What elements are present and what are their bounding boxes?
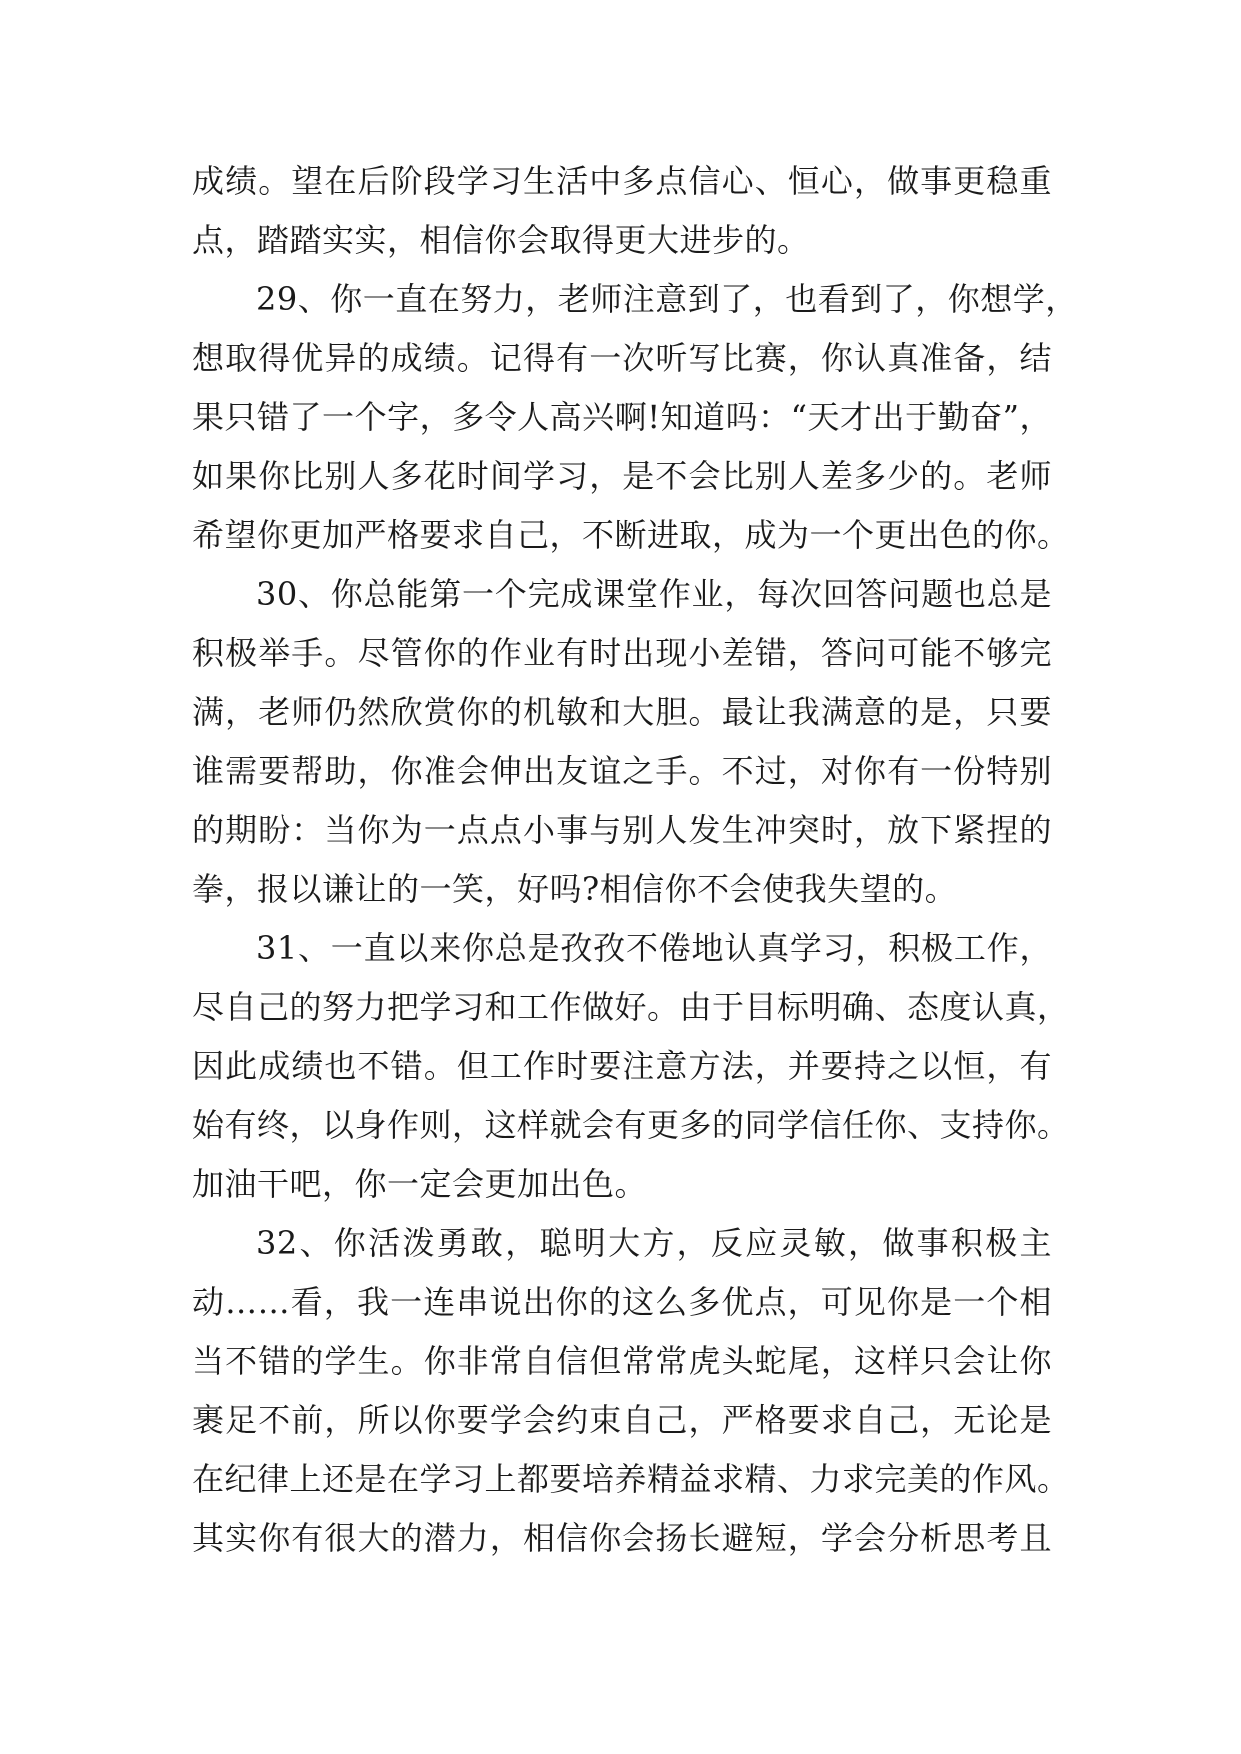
paragraph-31-start: 31、一直以来你总是孜孜不倦地认真学习，积极工作， <box>256 929 1052 967</box>
text-line: 如果你比别人多花时间学习，是不会比别人差多少的。老师 <box>192 457 1052 495</box>
text-line: 动……看，我一连串说出你的这么多优点，可见你是一个相 <box>192 1283 1052 1321</box>
text-line: 满，老师仍然欣赏你的机敏和大胆。最让我满意的是，只要 <box>192 693 1052 731</box>
text-line: 尽自己的努力把学习和工作做好。由于目标明确、态度认真， <box>192 988 1070 1026</box>
text-line: 加油干吧，你一定会更加出色。 <box>192 1165 648 1203</box>
text-line: 在纪律上还是在学习上都要培养精益求精、力求完美的作风。 <box>192 1460 1070 1498</box>
text-line: 的期盼：当你为一点点小事与别人发生冲突时，放下紧捏的 <box>192 811 1052 849</box>
text-line: 想取得优异的成绩。记得有一次听写比赛，你认真准备，结 <box>192 339 1052 377</box>
text-line: 希望你更加严格要求自己，不断进取，成为一个更出色的你。 <box>192 516 1070 554</box>
text-line: 果只错了一个字，多令人高兴啊!知道吗：“天才出于勤奋”， <box>192 398 1052 436</box>
text-line: 积极举手。尽管你的作业有时出现小差错，答问可能不够完 <box>192 634 1052 672</box>
text-line: 始有终，以身作则，这样就会有更多的同学信任你、支持你。 <box>192 1106 1070 1144</box>
text-line: 谁需要帮助，你准会伸出友谊之手。不过，对你有一份特别 <box>192 752 1052 790</box>
text-line: 因此成绩也不错。但工作时要注意方法，并要持之以恒，有 <box>192 1047 1052 1085</box>
text-line: 当不错的学生。你非常自信但常常虎头蛇尾，这样只会让你 <box>192 1342 1052 1380</box>
paragraph-32-start: 32、你活泼勇敢，聪明大方，反应灵敏，做事积极主 <box>256 1224 1052 1262</box>
body-text <box>192 152 1078 1568</box>
text-line: 成绩。望在后阶段学习生活中多点信心、恒心，做事更稳重 <box>192 162 1052 200</box>
text-line: 点，踏踏实实，相信你会取得更大进步的。 <box>192 221 810 259</box>
text-line: 其实你有很大的潜力，相信你会扬长避短，学会分析思考且 <box>192 1519 1052 1557</box>
paragraph-29-start: 29、你一直在努力，老师注意到了，也看到了，你想学， <box>256 280 1078 318</box>
text-line: 拳，报以谦让的一笑，好吗?相信你不会使我失望的。 <box>192 870 958 908</box>
paragraph-30-start: 30、你总能第一个完成课堂作业，每次回答问题也总是 <box>256 575 1052 613</box>
text-line: 裹足不前，所以你要学会约束自己，严格要求自己，无论是 <box>192 1401 1052 1439</box>
